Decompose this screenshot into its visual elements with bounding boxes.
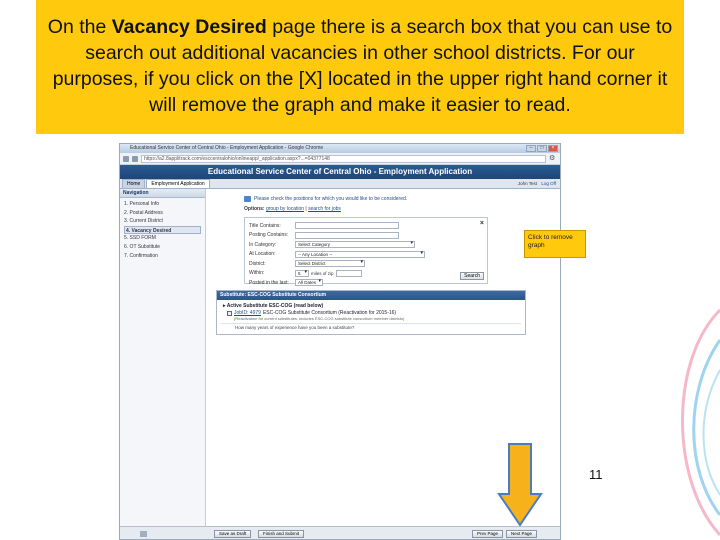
- window-controls: [526, 145, 558, 152]
- status-icon: [140, 531, 147, 537]
- nav-item-postal-address[interactable]: 2. Postal Address: [124, 209, 163, 216]
- title-contains-input[interactable]: [295, 222, 399, 229]
- search-button[interactable]: Search: [460, 272, 484, 280]
- job-row: JobID: 4979 ESC-COG Substitute Consortium (Reactivation for 2015-16): [217, 310, 525, 316]
- app-body: [120, 189, 560, 527]
- browser-titlebar: Educational Service Center of Central Ohio - Employment Application - Google Chrome – □ ×: [120, 144, 560, 153]
- user-name: John Test: [517, 181, 538, 186]
- click-to-remove-callout: Click to remove graph: [524, 230, 586, 258]
- nav-item-ssd-form[interactable]: 5. SSD FORM: [124, 235, 156, 242]
- group-by-location-link[interactable]: group by location: [265, 206, 305, 212]
- back-icon[interactable]: [123, 156, 129, 162]
- address-bar: [120, 153, 560, 165]
- close-search-icon[interactable]: ×: [479, 220, 484, 227]
- instruction-hint: Please check the positions for which you would like to be considered.: [244, 195, 552, 203]
- nav-item-current-district[interactable]: 3. Current District: [124, 218, 163, 225]
- job-id-link[interactable]: JobID: 4979: [234, 310, 261, 316]
- job-search-box: × Title Contains: Posting Contains: In Category: Select Category ▾ At Location: -- Any Location -- ▾ District: Select District ▾ Within: 5 ▾ miles of zip Posted in the last: All Dates ▾ Search: [244, 217, 488, 284]
- district-select[interactable]: Select District ▾: [295, 260, 365, 267]
- tab-home[interactable]: Home: [122, 179, 145, 188]
- user-area: [515, 181, 556, 186]
- instruction-bold: Vacancy Desired: [111, 16, 267, 38]
- minimize-icon[interactable]: –: [526, 145, 536, 152]
- location-select[interactable]: -- Any Location -- ▾: [295, 251, 425, 258]
- navigation-sidebar: [120, 189, 206, 527]
- job-checkbox[interactable]: [227, 311, 232, 316]
- category-select[interactable]: Select Category ▾: [295, 241, 415, 248]
- nav-item-vacancy-desired[interactable]: 4. Vacancy Desired: [124, 226, 201, 235]
- instruction-text: On the Vacancy Desired page there is a search box that you can use to search out additional vacancies in other school districts. For our purposes, if you click on the [X] located in the upper right hand corner it will remove the graph and make it easier to read.: [47, 16, 673, 116]
- job-detail: (Reactivation for current substitutes; includes ESC-COG substitute consortium member districts): [234, 316, 405, 321]
- search-for-jobs-link[interactable]: search for jobs: [308, 206, 341, 212]
- url-field[interactable]: https://a2.8applitrack.com/esccentralohio/onlineapp/_application.aspx?...=04377148: [141, 155, 546, 163]
- posted-select[interactable]: All Dates ▾: [295, 279, 323, 286]
- within-select[interactable]: 5 ▾: [295, 270, 309, 277]
- forward-icon[interactable]: [132, 156, 138, 162]
- save-draft-button[interactable]: Save as Draft: [214, 530, 251, 538]
- tab-employment-application[interactable]: Employment Application: [146, 179, 209, 188]
- maximize-icon[interactable]: □: [537, 145, 547, 152]
- app-header: Educational Service Center of Central Ohio - Employment Application: [120, 165, 560, 179]
- down-arrow-icon: [497, 442, 543, 527]
- navigation-list: [120, 198, 205, 260]
- app-tabs: [120, 179, 560, 189]
- browser-window: [119, 143, 561, 540]
- navigation-heading: Navigation: [120, 189, 205, 198]
- instruction-banner: [36, 0, 684, 134]
- zip-input[interactable]: [336, 270, 362, 277]
- nav-item-ot-substitute[interactable]: 6. OT Substitute: [124, 243, 161, 250]
- substitute-panel: [216, 290, 526, 335]
- wrench-icon[interactable]: ⚙: [549, 154, 556, 162]
- decorative-swoosh: [640, 300, 720, 540]
- prev-page-button[interactable]: Prev Page: [472, 530, 503, 538]
- logoff-link[interactable]: Log Off: [541, 181, 556, 186]
- page-number: 11: [589, 467, 603, 482]
- nav-item-personal-info[interactable]: 1. Personal Info: [124, 201, 160, 207]
- panel-header: Substitute: ESC-COG Substitute Consortium: [217, 291, 525, 300]
- posting-contains-input[interactable]: [295, 232, 399, 239]
- panel-subheader: ▸ Active Substitute ESC-COG (read below): [223, 303, 324, 309]
- nav-item-confirmation[interactable]: 7. Confirmation: [124, 252, 158, 259]
- next-page-button[interactable]: Next Page: [506, 530, 537, 538]
- experience-question[interactable]: How many years of experience have you been a substitute?: [221, 323, 521, 331]
- info-icon: [244, 196, 251, 202]
- browser-footer: [120, 526, 560, 539]
- options-row: Options: group by location | search for jobs: [244, 206, 341, 212]
- close-window-icon[interactable]: ×: [548, 145, 558, 152]
- finish-submit-button[interactable]: Finish and Submit: [258, 530, 304, 538]
